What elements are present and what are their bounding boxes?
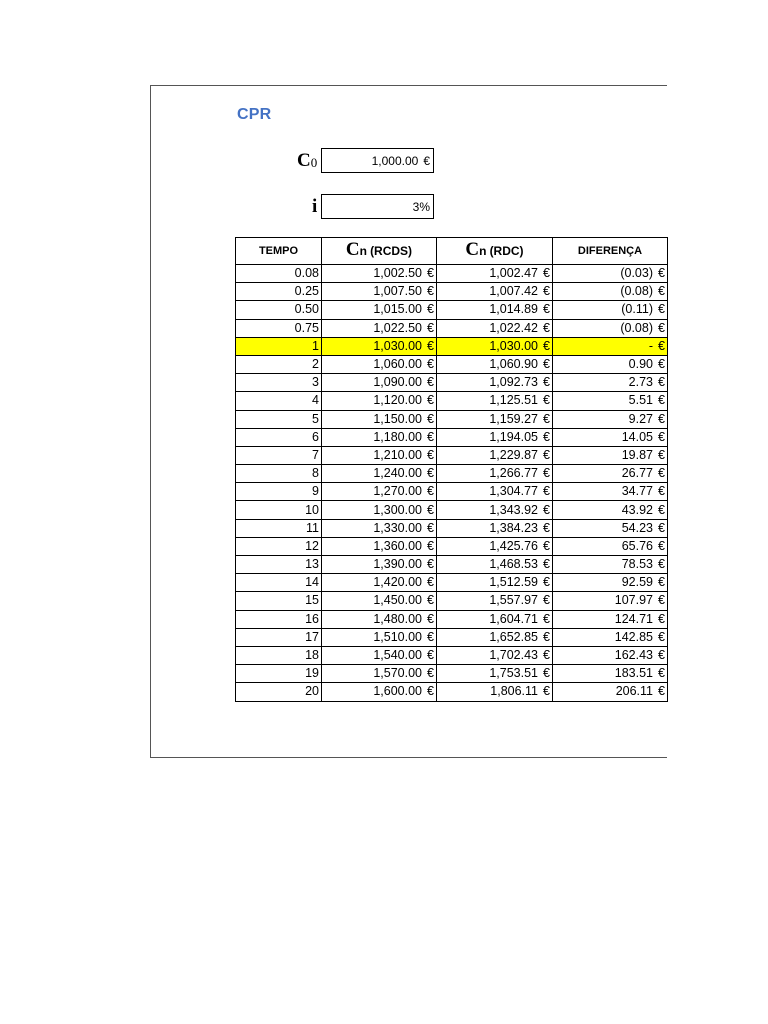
- cell-tempo[interactable]: 15: [236, 592, 322, 610]
- cell-tempo[interactable]: 14: [236, 574, 322, 592]
- cell-tempo[interactable]: 10: [236, 501, 322, 519]
- cell-diferenca[interactable]: (0.08) €: [553, 283, 668, 301]
- cell-tempo[interactable]: 12: [236, 537, 322, 555]
- cell-diferenca[interactable]: 0.90 €: [553, 355, 668, 373]
- table-row: [236, 628, 668, 646]
- cell-cn-rcds[interactable]: 1,510.00 €: [322, 628, 437, 646]
- cell-diferenca[interactable]: (0.03) €: [553, 265, 668, 283]
- cell-diferenca[interactable]: 92.59 €: [553, 574, 668, 592]
- cell-tempo[interactable]: 18: [236, 646, 322, 664]
- c0-label: $C_0$: [297, 150, 318, 171]
- cell-diferenca[interactable]: 54.23 €: [553, 519, 668, 537]
- cell-tempo[interactable]: 3: [236, 374, 322, 392]
- cell-cn-rcds[interactable]: 1,022.50 €: [322, 319, 437, 337]
- c0-value: 1,000.00: [371, 153, 419, 168]
- cell-tempo[interactable]: 13: [236, 556, 322, 574]
- header-cn-rcds: Cn (RCDS): [322, 238, 437, 265]
- cell-tempo[interactable]: 8: [236, 465, 322, 483]
- cell-diferenca[interactable]: 78.53 €: [553, 556, 668, 574]
- cell-cn-rdc[interactable]: 1,125.51 €: [437, 392, 553, 410]
- cell-diferenca[interactable]: 206.11 €: [553, 683, 668, 701]
- cell-tempo[interactable]: 4: [236, 392, 322, 410]
- rate-value: 3%: [412, 199, 430, 214]
- cell-cn-rcds[interactable]: 1,570.00 €: [322, 665, 437, 683]
- cell-tempo[interactable]: 17: [236, 628, 322, 646]
- cell-tempo[interactable]: 6: [236, 428, 322, 446]
- table-row: [236, 556, 668, 574]
- table-row: [236, 337, 668, 355]
- cell-cn-rdc[interactable]: 1,304.77 €: [437, 483, 553, 501]
- table-row: [236, 392, 668, 410]
- table-row: [236, 646, 668, 664]
- cell-tempo[interactable]: 0.08: [236, 265, 322, 283]
- table-row: [236, 446, 668, 464]
- capital-table: [235, 237, 668, 702]
- cell-cn-rcds[interactable]: 1,007.50 €: [322, 283, 437, 301]
- header-tempo: TEMPO: [236, 238, 322, 265]
- cell-diferenca[interactable]: - €: [553, 337, 668, 355]
- table-row: [236, 683, 668, 701]
- cell-cn-rcds[interactable]: 1,480.00 €: [322, 610, 437, 628]
- cell-cn-rdc[interactable]: 1,194.05 €: [437, 428, 553, 446]
- cell-cn-rcds[interactable]: 1,600.00 €: [322, 683, 437, 701]
- cell-cn-rcds[interactable]: 1,360.00 €: [322, 537, 437, 555]
- cell-diferenca[interactable]: (0.08) €: [553, 319, 668, 337]
- cell-cn-rdc[interactable]: 1,557.97 €: [437, 592, 553, 610]
- rate-value-cell[interactable]: [321, 194, 434, 219]
- cell-diferenca[interactable]: 34.77 €: [553, 483, 668, 501]
- cell-tempo[interactable]: 5: [236, 410, 322, 428]
- table-row: [236, 610, 668, 628]
- cell-diferenca[interactable]: 9.27 €: [553, 410, 668, 428]
- cell-cn-rcds[interactable]: 1,180.00 €: [322, 428, 437, 446]
- cell-cn-rcds[interactable]: 1,450.00 €: [322, 592, 437, 610]
- cell-cn-rdc[interactable]: 1,030.00 €: [437, 337, 553, 355]
- cell-cn-rcds[interactable]: 1,330.00 €: [322, 519, 437, 537]
- cell-cn-rdc[interactable]: 1,159.27 €: [437, 410, 553, 428]
- cell-tempo[interactable]: 1: [236, 337, 322, 355]
- table-row: [236, 465, 668, 483]
- cell-cn-rdc[interactable]: 1,007.42 €: [437, 283, 553, 301]
- cell-cn-rdc[interactable]: 1,753.51 €: [437, 665, 553, 683]
- cell-tempo[interactable]: 0.25: [236, 283, 322, 301]
- cell-cn-rcds[interactable]: 1,002.50 €: [322, 265, 437, 283]
- cell-diferenca[interactable]: (0.11) €: [553, 301, 668, 319]
- cell-cn-rcds[interactable]: 1,420.00 €: [322, 574, 437, 592]
- cell-cn-rdc[interactable]: 1,060.90 €: [437, 355, 553, 373]
- cell-cn-rcds[interactable]: 1,015.00 €: [322, 301, 437, 319]
- cell-tempo[interactable]: 0.75: [236, 319, 322, 337]
- header-diferenca: DIFERENÇA: [553, 238, 668, 265]
- cell-cn-rdc[interactable]: 1,014.89 €: [437, 301, 553, 319]
- table-row: [236, 665, 668, 683]
- cell-tempo[interactable]: 16: [236, 610, 322, 628]
- table-row: [236, 574, 668, 592]
- cell-cn-rcds[interactable]: 1,120.00 €: [322, 392, 437, 410]
- cell-cn-rdc[interactable]: 1,343.92 €: [437, 501, 553, 519]
- cell-cn-rcds[interactable]: 1,030.00 €: [322, 337, 437, 355]
- cell-diferenca[interactable]: 5.51 €: [553, 392, 668, 410]
- cell-diferenca[interactable]: 43.92 €: [553, 501, 668, 519]
- table-row: [236, 301, 668, 319]
- c0-value-cell[interactable]: [321, 148, 434, 173]
- table-row: [236, 483, 668, 501]
- cell-cn-rdc[interactable]: 1,266.77 €: [437, 465, 553, 483]
- cell-tempo[interactable]: 9: [236, 483, 322, 501]
- table-row: [236, 592, 668, 610]
- cell-cn-rcds[interactable]: 1,210.00 €: [322, 446, 437, 464]
- table-row: [236, 283, 668, 301]
- cell-cn-rdc[interactable]: 1,652.85 €: [437, 628, 553, 646]
- table-row: [236, 410, 668, 428]
- cell-cn-rdc[interactable]: 1,512.59 €: [437, 574, 553, 592]
- cell-diferenca[interactable]: 162.43 €: [553, 646, 668, 664]
- cell-cn-rdc[interactable]: 1,468.53 €: [437, 556, 553, 574]
- cell-cn-rcds[interactable]: 1,390.00 €: [322, 556, 437, 574]
- cell-diferenca[interactable]: 124.71 €: [553, 610, 668, 628]
- cell-tempo[interactable]: 0.50: [236, 301, 322, 319]
- cell-cn-rdc[interactable]: 1,229.87 €: [437, 446, 553, 464]
- cell-cn-rdc[interactable]: 1,002.47 €: [437, 265, 553, 283]
- table-row: [236, 319, 668, 337]
- table-row: [236, 501, 668, 519]
- cell-cn-rdc[interactable]: 1,425.76 €: [437, 537, 553, 555]
- cell-cn-rdc[interactable]: 1,022.42 €: [437, 319, 553, 337]
- cell-diferenca[interactable]: 14.05 €: [553, 428, 668, 446]
- cell-cn-rcds[interactable]: 1,270.00 €: [322, 483, 437, 501]
- cell-cn-rdc[interactable]: 1,702.43 €: [437, 646, 553, 664]
- cell-cn-rcds[interactable]: 1,300.00 €: [322, 501, 437, 519]
- cell-diferenca[interactable]: 19.87 €: [553, 446, 668, 464]
- table-row: [236, 265, 668, 283]
- table-row: [236, 428, 668, 446]
- cell-diferenca[interactable]: 2.73 €: [553, 374, 668, 392]
- cell-diferenca[interactable]: 107.97 €: [553, 592, 668, 610]
- table-row: [236, 374, 668, 392]
- cell-cn-rcds[interactable]: 1,240.00 €: [322, 465, 437, 483]
- table-row: [236, 537, 668, 555]
- cell-tempo[interactable]: 11: [236, 519, 322, 537]
- cell-diferenca[interactable]: 142.85 €: [553, 628, 668, 646]
- cell-tempo[interactable]: 2: [236, 355, 322, 373]
- cell-cn-rcds[interactable]: 1,540.00 €: [322, 646, 437, 664]
- cell-cn-rcds[interactable]: 1,090.00 €: [322, 374, 437, 392]
- cell-cn-rcds[interactable]: 1,150.00 €: [322, 410, 437, 428]
- cell-cn-rdc[interactable]: 1,092.73 €: [437, 374, 553, 392]
- cell-tempo[interactable]: 20: [236, 683, 322, 701]
- header-cn-rdc: Cn (RDC): [437, 238, 553, 265]
- cell-diferenca[interactable]: 26.77 €: [553, 465, 668, 483]
- cell-tempo[interactable]: 7: [236, 446, 322, 464]
- c0-currency: €: [423, 153, 430, 168]
- rate-label: i: [312, 196, 318, 217]
- cell-cn-rcds[interactable]: 1,060.00 €: [322, 355, 437, 373]
- cell-cn-rdc[interactable]: 1,384.23 €: [437, 519, 553, 537]
- table-row: [236, 355, 668, 373]
- page-title: CPR: [237, 106, 272, 123]
- cell-cn-rdc[interactable]: 1,604.71 €: [437, 610, 553, 628]
- cell-diferenca[interactable]: 183.51 €: [553, 665, 668, 683]
- cell-cn-rdc[interactable]: 1,806.11 €: [437, 683, 553, 701]
- cell-tempo[interactable]: 19: [236, 665, 322, 683]
- table-header-row: [236, 238, 668, 265]
- cell-diferenca[interactable]: 65.76 €: [553, 537, 668, 555]
- table-row: [236, 519, 668, 537]
